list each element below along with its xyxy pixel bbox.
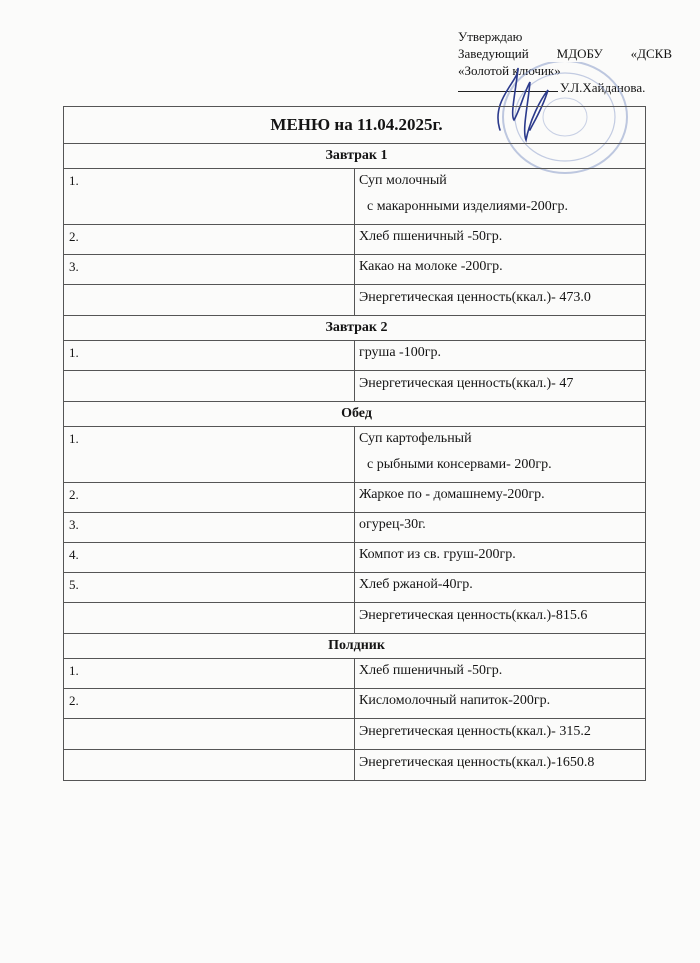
item-line: Хлеб пшеничный -50гр. xyxy=(359,663,503,678)
total-energy-value: Энергетическая ценность(ккал.)-1650.8 xyxy=(355,750,646,781)
item-line: с рыбными консервами- 200гр. xyxy=(367,457,552,472)
approval-org-type: МДОБУ xyxy=(556,46,603,61)
item-line: груша -100гр. xyxy=(359,345,441,360)
approval-word: Утверждаю xyxy=(458,29,523,44)
item-line: огурец-30г. xyxy=(359,517,426,532)
energy-value: Энергетическая ценность(ккал.)-815.6 xyxy=(355,603,646,634)
approval-org-abbr: «ДСКВ xyxy=(630,46,672,61)
energy-value: Энергетическая ценность(ккал.)- 47 xyxy=(355,371,646,402)
menu-table xyxy=(63,106,646,781)
item-number: 2. xyxy=(64,483,355,513)
empty-number-cell xyxy=(64,750,355,781)
empty-number-cell xyxy=(64,371,355,402)
item-line: Жаркое по - домашнему-200гр. xyxy=(359,487,545,502)
item-text xyxy=(355,513,646,543)
item-number: 3. xyxy=(64,513,355,543)
item-number: 1. xyxy=(64,341,355,371)
item-text xyxy=(355,689,646,719)
section-title: Завтрак 1 xyxy=(64,144,646,169)
menu-item-row xyxy=(64,573,646,603)
approval-head-name: У.Л.Хайданова. xyxy=(560,80,646,95)
item-text xyxy=(355,573,646,603)
section-row xyxy=(64,634,646,659)
empty-number-cell xyxy=(64,285,355,316)
item-line: Кисломолочный напиток-200гр. xyxy=(359,693,551,708)
item-text xyxy=(355,427,646,483)
item-text xyxy=(355,225,646,255)
section-row xyxy=(64,144,646,169)
menu-item-row xyxy=(64,225,646,255)
item-text xyxy=(355,483,646,513)
menu-item-row xyxy=(64,543,646,573)
item-number: 1. xyxy=(64,169,355,225)
menu-item-row xyxy=(64,341,646,371)
menu-item-row xyxy=(64,659,646,689)
energy-row xyxy=(64,719,646,750)
item-number: 1. xyxy=(64,427,355,483)
energy-value: Энергетическая ценность(ккал.)- 315.2 xyxy=(355,719,646,750)
approval-position-title: Заведующий xyxy=(458,46,529,61)
menu-item-row xyxy=(64,483,646,513)
menu-item-row xyxy=(64,689,646,719)
item-text xyxy=(355,255,646,285)
menu-title: МЕНЮ на 11.04.2025г. xyxy=(64,107,646,144)
section-row xyxy=(64,402,646,427)
item-line: с макаронными изделиями-200гр. xyxy=(367,199,569,214)
item-text xyxy=(355,169,646,225)
item-number: 3. xyxy=(64,255,355,285)
energy-value: Энергетическая ценность(ккал.)- 473.0 xyxy=(355,285,646,316)
section-title: Полдник xyxy=(64,634,646,659)
menu-item-row xyxy=(64,427,646,483)
energy-row xyxy=(64,285,646,316)
item-text xyxy=(355,659,646,689)
item-number: 2. xyxy=(64,225,355,255)
menu-item-row xyxy=(64,255,646,285)
total-energy-row xyxy=(64,750,646,781)
menu-item-row xyxy=(64,513,646,543)
energy-row xyxy=(64,371,646,402)
item-text xyxy=(355,341,646,371)
item-line: Суп молочный xyxy=(359,173,447,188)
item-line: Суп картофельный xyxy=(359,431,472,446)
item-line: Какао на молоке -200гр. xyxy=(359,259,503,274)
approval-org-name: «Золотой ключик» xyxy=(458,63,561,78)
item-text xyxy=(355,543,646,573)
item-line: Хлеб ржаной-40гр. xyxy=(359,577,473,592)
item-number: 2. xyxy=(64,689,355,719)
item-number: 4. xyxy=(64,543,355,573)
section-title: Завтрак 2 xyxy=(64,316,646,341)
menu-item-row xyxy=(64,169,646,225)
energy-row xyxy=(64,603,646,634)
empty-number-cell xyxy=(64,719,355,750)
section-title: Обед xyxy=(64,402,646,427)
item-line: Хлеб пшеничный -50гр. xyxy=(359,229,503,244)
item-number: 5. xyxy=(64,573,355,603)
item-line: Компот из св. груш-200гр. xyxy=(359,547,516,562)
section-row xyxy=(64,316,646,341)
item-number: 1. xyxy=(64,659,355,689)
empty-number-cell xyxy=(64,603,355,634)
